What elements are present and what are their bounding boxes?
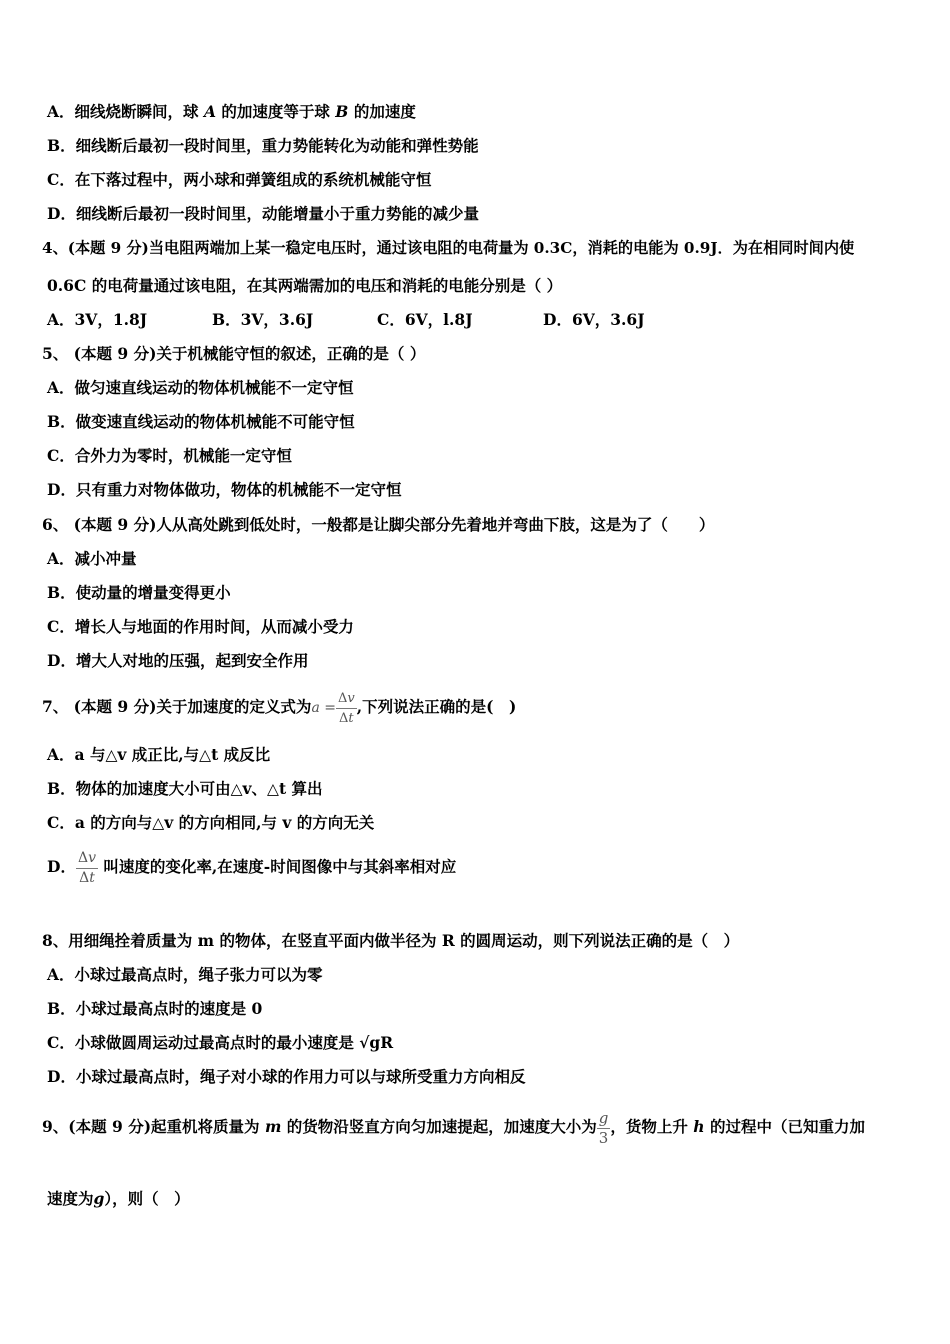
q7-option-d xyxy=(47,846,456,888)
q4-option-d: D．6V，3.6J xyxy=(543,310,645,329)
q6-option-d: D．增大人对地的压强，起到安全作用 xyxy=(47,651,309,670)
var-h: h xyxy=(693,1117,705,1136)
var-a: A xyxy=(203,102,216,121)
q3-option-b: B．细线断后最初一段时间里，重力势能转化为动能和弹性势能 xyxy=(47,136,479,155)
q7-option-a: A．a 与△v 成正比,与△t 成反比 xyxy=(47,745,271,764)
q8-option-a: A．小球过最高点时，绳子张力可以为零 xyxy=(47,965,323,984)
q5-option-d: D．只有重力对物体做功，物体的机械能不一定守恒 xyxy=(47,480,402,499)
var-t: t xyxy=(348,710,354,726)
q5-option-c: C．合外力为零时，机械能一定守恒 xyxy=(47,446,292,465)
q7-stem-tail: ,下列说法正确的是( ) xyxy=(356,697,517,716)
var-v: v xyxy=(347,690,355,706)
q7-stem-text: 7、 (本题 9 分)关于加速度的定义式为 xyxy=(42,697,312,716)
delta-symbol: Δ xyxy=(337,690,348,706)
q9-stem-line1 xyxy=(42,1104,865,1150)
q5-option-b: B．做变速直线运动的物体机械能不可能守恒 xyxy=(47,412,355,431)
var-g: g xyxy=(598,1108,609,1127)
q8-option-d: D．小球过最高点时，绳子对小球的作用力可以与球所受重力方向相反 xyxy=(47,1067,526,1086)
delta-symbol: Δ xyxy=(77,849,89,866)
q9-line2-text: 速度为 xyxy=(47,1189,94,1208)
q9-stem-end: 的过程中（已知重力加 xyxy=(709,1117,865,1136)
q4-option-a: A．3V，1.8J xyxy=(47,310,148,329)
delta-symbol: Δ xyxy=(339,710,349,726)
q5-stem: 5、 (本题 9 分)关于机械能守恒的叙述，正确的是（ ） xyxy=(42,344,426,363)
q9-stem-line2 xyxy=(47,1189,190,1209)
q9-stem-text: 9、(本题 9 分)起重机将质量为 xyxy=(42,1117,260,1136)
denominator-3: 3 xyxy=(598,1128,609,1147)
q6-stem: 6、 (本题 9 分)人从高处跳到低处时，一般都是让脚尖部分先着地并弯曲下肢，这是为了（ ） xyxy=(42,515,715,534)
delta-symbol: Δ xyxy=(79,869,90,886)
q4-stem-line1: 4、(本题 9 分)当电阻两端加上某一稳定电压时，通过该电阻的电荷量为 0.3C，消耗的电能为 0.9J．为在相同时间内使 xyxy=(42,239,855,257)
q4-option-b: B．3V，3.6J xyxy=(212,310,314,329)
q5-option-a: A．做匀速直线运动的物体机械能不一定守恒 xyxy=(47,378,354,397)
q9-line2-end: ），则（ ） xyxy=(104,1189,190,1208)
q8-stem: 8、用细绳拴着质量为 m 的物体，在竖直平面内做半径为 R 的圆周运动，则下列说法正确的是（ ） xyxy=(42,931,740,950)
q3-option-c: C．在下落过程中，两小球和弹簧组成的系统机械能守恒 xyxy=(47,170,432,189)
var-v: v xyxy=(88,849,96,866)
var-g: g xyxy=(93,1189,105,1208)
q3-option-a-mid: 的加速度等于球 xyxy=(221,102,330,121)
q7-option-b: B．物体的加速度大小可由△v、△t 算出 xyxy=(47,779,323,798)
q7-stem xyxy=(42,686,516,729)
q7-option-c: C．a 的方向与△v 的方向相同,与 v 的方向无关 xyxy=(47,813,375,832)
fraction-dv-dt xyxy=(76,851,98,886)
var-t: t xyxy=(89,869,95,886)
fraction-dv-dt xyxy=(336,691,357,726)
formula-a-equals: a = xyxy=(311,700,336,716)
q7-option-d-label: D． xyxy=(47,857,76,876)
q4-stem-line2: 0.6C 的电荷量通过该电阻，在其两端需加的电压和消耗的电能分别是（ ） xyxy=(47,276,563,295)
q3-option-a xyxy=(47,102,416,122)
q4-option-c: C．6V，l.8J xyxy=(377,310,473,329)
q3-option-a-text: A．细线烧断瞬间，球 xyxy=(47,102,199,121)
q3-option-d: D．细线断后最初一段时间里，动能增量小于重力势能的减少量 xyxy=(47,204,479,223)
q6-option-a: A．减小冲量 xyxy=(47,549,137,568)
q6-option-c: C．增长人与地面的作用时间，从而减小受力 xyxy=(47,617,354,636)
q3-option-a-end: 的加速度 xyxy=(353,102,416,121)
var-m: m xyxy=(264,1117,282,1136)
q7-option-d-text: 叫速度的变化率,在速度-时间图像中与其斜率相对应 xyxy=(103,857,457,876)
q6-option-b: B．使动量的增量变得更小 xyxy=(47,583,231,602)
var-b: B xyxy=(335,102,349,121)
q9-stem-mid2: ，货物上升 xyxy=(610,1117,688,1136)
fraction-g-over-3 xyxy=(597,1108,611,1147)
q8-option-c: C．小球做圆周运动过最高点时的最小速度是 √gR xyxy=(47,1033,394,1052)
q9-stem-mid: 的货物沿竖直方向匀加速提起，加速度大小为 xyxy=(286,1117,597,1136)
q8-option-b: B．小球过最高点时的速度是 0 xyxy=(47,999,263,1018)
